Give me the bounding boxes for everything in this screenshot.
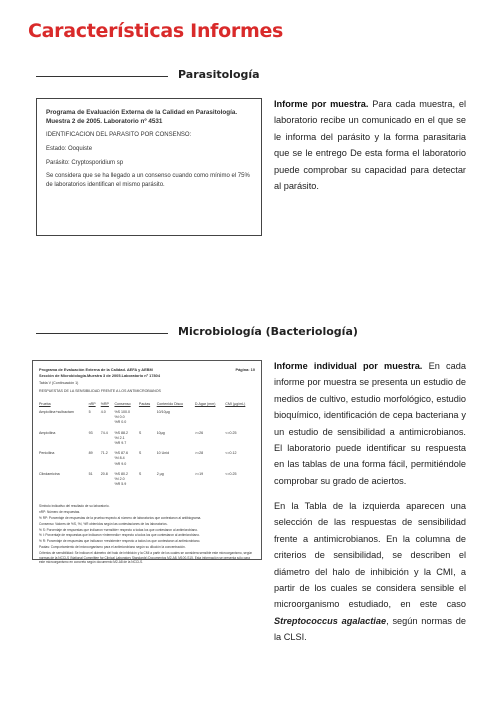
description-lead: Informe individual por muestra. — [274, 361, 423, 371]
table-cell-nrp: 89 — [88, 451, 93, 456]
description-text: Para cada muestra, el laboratorio recibe un comunicado en el que se le informa del parásito y la forma parasitaria que se le entrego De esta forma el laboratorio puede comprobar su capacidad para detectar al parásito. — [274, 99, 466, 192]
table-cell-cmi: <=0.25 — [225, 430, 237, 435]
report-note-line: Consenso: Valores de %S, %I, %R obtenidos según las contestaciones de los laboratorios. — [39, 521, 168, 526]
table-row — [39, 429, 255, 450]
table-cell-consenso: %S 80.2 %I 2.0 %R 5.9 — [114, 471, 129, 487]
report-page-number: Página: 10 — [235, 367, 255, 372]
microbiologia-description — [274, 358, 466, 489]
section-header-parasitologia — [36, 68, 476, 84]
report-note: Se considera que se ha llegado a un consenso cuando como mínimo el 75% de laboratorios identifican el mismo parásito. — [46, 173, 250, 188]
description-text: En la Tabla de la izquierda aparecen una selección de las respuestas de sensibilidad frente a antimicrobianos. En la columna de criterios de sensibilidad, se describen el diámetro del halo de inhibición y la CMI, a partir de los cuales se considera sensible el microorganismo estudiado, en este caso — [274, 501, 466, 610]
table-cell-prp: 20.8 — [100, 471, 108, 476]
table-cell-disco: 10 Unid — [156, 451, 170, 456]
report-section-line: Sección de Microbiología.Muestra 3 de 2005.Laboratorio nº 17804 — [39, 372, 160, 378]
parasitologia-report-box — [36, 98, 262, 236]
table-cell-prp: 71.2 — [100, 451, 108, 456]
report-note-line: % S: Porcentaje de respuestas que indicaron «sensible» respecto a todas los que contestaron al antimicrobiano. — [39, 527, 198, 532]
table-cell-prueba: Ampicilina+sulbactam — [39, 409, 74, 414]
column-header: Prueba — [39, 401, 51, 406]
table-cell-consenso: %S 87.6 %I 8.4 %R 9.0 — [114, 451, 129, 466]
section-title: Parasitología — [178, 68, 260, 81]
table-cell-disco: 10µg — [156, 430, 165, 435]
report-note-line: nRP: Número de respuestas. — [39, 510, 81, 515]
table-row — [39, 408, 255, 429]
section-divider — [36, 76, 168, 77]
column-header: CMI (µg/mL) — [225, 401, 246, 406]
report-status: Estado: Ooquiste — [46, 145, 93, 152]
table-cell-pautas — [139, 408, 157, 429]
table-cell-nrp: 51 — [88, 471, 93, 476]
description-text: En cada informe por muestra se presenta un estudio de medios de cultivo, estudio morfológico, estudio bioquímico, identificación de cepa bacteriana y un estudio de sensibilidad a antimicrobianos. El laboratorio puede identificar su respuesta en las tablas de una forma fácil, permitiéndole comprobar su grado de aciertos. — [274, 361, 466, 486]
report-notes — [39, 504, 255, 565]
table-cell-consenso: %S 100.0 %I 0.0 %R 0.0 — [114, 409, 131, 425]
report-identification: IDENTIFICACION DEL PARASITO POR CONSENSO: — [46, 132, 192, 139]
report-note-line: % RP: Porcentaje de respuestas de la prueba respecto al número de laboratorios que contestaron al antibiograma. — [39, 515, 202, 520]
table-cell-nrp: 5 — [88, 409, 91, 414]
section-divider — [36, 333, 168, 334]
report-sample-line: Muestra 2 de 2005. Laboratorio nº 4531 — [46, 118, 163, 126]
microbiologia-table-description — [274, 498, 466, 646]
report-table-title: RESPUESTAS DE LA SENSIBILIDAD FRENTE A LOS ANTIMICROBIANOS — [39, 388, 161, 393]
table-cell-pautas: S — [138, 471, 142, 476]
column-header: nRP — [88, 401, 96, 406]
section-header-microbiologia — [36, 325, 476, 341]
table-cell-cmi — [225, 408, 255, 429]
table-cell-dagar: >=26 — [194, 430, 204, 435]
table-cell-dagar: >=19 — [194, 471, 204, 476]
column-header: %RP — [100, 401, 109, 406]
microbiologia-report-box — [32, 360, 262, 565]
table-cell-pautas: S — [138, 430, 142, 435]
table-cell-prueba: Penicilina — [39, 451, 55, 456]
description-lead: Informe por muestra. — [274, 99, 369, 109]
table-cell-dagar: >=28 — [194, 451, 204, 456]
page-title: Características Informes — [28, 20, 284, 42]
column-header: Consenso — [114, 401, 131, 406]
table-cell-pautas: S — [138, 451, 142, 456]
report-note-line: % R: Porcentaje de respuestas que indicaron «resistente» respecto a todos los que contestaron al antimicrobiano. — [39, 539, 201, 544]
table-cell-cmi: <=0.12 — [225, 451, 237, 456]
report-note-line: Criterios de sensibilidad: Se indican el diámetro del halo de inhibición y la CMI a partir de los cuales se considera sensible este microorganismo, según normas de la NCCLS (National Committee for Clinical Laboratory Standards) Documentos M2-A8, M100-S15. Esta información se presenta sólo para este microorganismo en concreto según documento M2-A8 de la NCCLS. — [39, 550, 253, 565]
description-text-end: , según normas de la CLSI. — [274, 615, 466, 643]
column-header: Pautas — [138, 401, 151, 406]
table-cell-prueba: Clindamicina — [39, 471, 60, 476]
table-row — [39, 449, 255, 470]
report-note-line: Símbolo indicativo del resultado de su laboratorio. — [39, 504, 110, 509]
report-note-line: % I: Porcentaje de respuestas que indicaron «intermedio» respecto a todos los que contestaron al antimicrobiano. — [39, 533, 200, 538]
report-table-name: Tabla V (Continuación 1) — [39, 381, 79, 386]
table-cell-dagar — [195, 408, 225, 429]
organism-name: Streptococcus agalactiae — [274, 615, 387, 626]
column-header: D.Agar (mm) — [194, 401, 216, 406]
section-title: Microbiología (Bacteriología) — [178, 325, 358, 338]
column-header: Contenido Disco — [156, 401, 184, 406]
table-cell-prp: 74.4 — [100, 430, 108, 435]
report-parasite: Parásito: Cryptosporidium sp — [46, 159, 124, 166]
report-note-line: Pautas: Comportamiento del microorganismo para el antimicrobiano según su dilución la concentración. — [39, 544, 186, 549]
sensitivity-table — [39, 402, 255, 491]
table-cell-cmi: <=0.25 — [225, 471, 237, 476]
table-row — [39, 470, 255, 491]
table-cell-disco: 10/10µg — [156, 409, 170, 414]
report-title: Programa de Evaluación Externa de la Calidad en Parasitología. — [46, 109, 238, 116]
table-cell-prp: 4.0 — [100, 409, 106, 414]
table-cell-disco: 2 µg — [156, 471, 164, 476]
report-header-left: Programa de Evaluación Externa de la Calidad. AEFA y AEBM — [39, 367, 153, 372]
table-cell-prueba: Ampicilina — [39, 430, 56, 435]
table-cell-nrp: 93 — [88, 430, 93, 435]
parasitologia-description — [274, 96, 466, 194]
table-cell-consenso: %S 88.2 %I 2.1 %R 9.7 — [114, 430, 129, 445]
